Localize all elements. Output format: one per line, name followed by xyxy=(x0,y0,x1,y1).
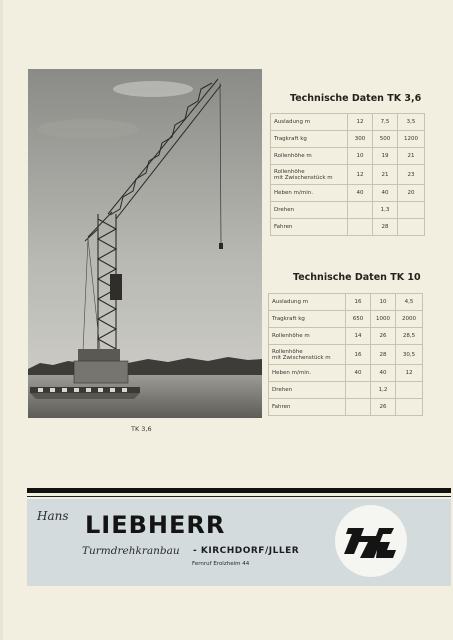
cell-value: 30,5 xyxy=(396,345,423,365)
cell-value: 28 xyxy=(373,219,398,236)
footer-rule-thick xyxy=(27,488,451,493)
row-label: Fahren xyxy=(271,219,348,236)
row-label-line1: Rollenhöhe xyxy=(272,348,303,355)
table-row xyxy=(271,219,425,236)
cell-value: 12 xyxy=(348,114,373,131)
cell-value: 28 xyxy=(371,345,396,365)
row-label: Ausladung m xyxy=(271,114,348,131)
cell-value: 21 xyxy=(398,148,425,165)
row-label-line2: mit Zwischenstück m xyxy=(274,174,333,181)
cell-value xyxy=(346,382,371,399)
cell-value xyxy=(396,382,423,399)
brand-name: LIEBHERR xyxy=(85,511,226,539)
crane-photo xyxy=(28,69,262,418)
row-label: Heben m/min. xyxy=(269,365,346,382)
cell-value xyxy=(398,202,425,219)
table-row xyxy=(271,165,425,185)
cell-value: 40 xyxy=(373,185,398,202)
cell-value: 16 xyxy=(346,294,371,311)
cell-value: 16 xyxy=(346,345,371,365)
cell-value xyxy=(348,202,373,219)
page-edge xyxy=(0,0,3,640)
cell-value xyxy=(346,399,371,416)
table-row xyxy=(271,202,425,219)
cell-value xyxy=(348,219,373,236)
cell-value: 21 xyxy=(373,165,398,185)
row-label: Tragkraft kg xyxy=(271,131,348,148)
cell-value: 1,2 xyxy=(371,382,396,399)
row-label-line1: Rollenhöhe xyxy=(274,168,305,175)
cell-value: 26 xyxy=(371,399,396,416)
cell-value: 2000 xyxy=(396,311,423,328)
table-row xyxy=(269,328,423,345)
cell-value: 28,5 xyxy=(396,328,423,345)
cell-value: 1,3 xyxy=(373,202,398,219)
table-row xyxy=(269,294,423,311)
spec-title-tk36: Technische Daten TK 3,6 xyxy=(290,93,422,104)
row-label: Drehen xyxy=(269,382,346,399)
footer-rule-thin xyxy=(27,496,451,497)
row-label xyxy=(269,345,346,365)
row-label: Rollenhöhe m xyxy=(271,148,348,165)
row-label-line2: mit Zwischenstück m xyxy=(272,354,331,361)
cell-value: 1000 xyxy=(371,311,396,328)
cell-value: 10 xyxy=(371,294,396,311)
row-label: Tragkraft kg xyxy=(269,311,346,328)
table-row xyxy=(269,365,423,382)
cell-value: 12 xyxy=(348,165,373,185)
cell-value: 650 xyxy=(346,311,371,328)
company-location: - KIRCHDORF/JLLER xyxy=(193,546,300,556)
row-label: Ausladung m xyxy=(269,294,346,311)
row-label: Heben m/min. xyxy=(271,185,348,202)
table-row xyxy=(271,185,425,202)
spec-table-tk36 xyxy=(270,113,425,236)
cell-value: 23 xyxy=(398,165,425,185)
liebherr-monogram-logo-icon xyxy=(334,504,408,578)
cell-value: 19 xyxy=(373,148,398,165)
cell-value: 7,5 xyxy=(373,114,398,131)
cell-value xyxy=(398,219,425,236)
cell-value: 500 xyxy=(373,131,398,148)
cell-value xyxy=(396,399,423,416)
cell-value: 3,5 xyxy=(398,114,425,131)
cell-value: 1200 xyxy=(398,131,425,148)
table-row xyxy=(269,345,423,365)
company-banner xyxy=(27,499,451,586)
phone-number: Fernruf Erolzheim 44 xyxy=(192,561,250,567)
cell-value: 40 xyxy=(346,365,371,382)
table-row xyxy=(269,311,423,328)
table-row xyxy=(271,148,425,165)
crane-photo-image xyxy=(28,69,262,418)
photo-caption: TK 3,6 xyxy=(131,425,152,433)
row-label xyxy=(271,165,348,185)
spec-table-tk10 xyxy=(268,293,423,416)
brand-prefix: Hans xyxy=(37,509,69,523)
cell-value: 10 xyxy=(348,148,373,165)
spec-title-tk10: Technische Daten TK 10 xyxy=(293,272,421,283)
table-row xyxy=(269,399,423,416)
row-label: Drehen xyxy=(271,202,348,219)
cell-value: 4,5 xyxy=(396,294,423,311)
row-label: Fahren xyxy=(269,399,346,416)
table-row xyxy=(269,382,423,399)
cell-value: 26 xyxy=(371,328,396,345)
table-row xyxy=(271,114,425,131)
row-label: Rollenhöhe m xyxy=(269,328,346,345)
cell-value: 300 xyxy=(348,131,373,148)
cell-value: 12 xyxy=(396,365,423,382)
cell-value: 20 xyxy=(398,185,425,202)
cell-value: 40 xyxy=(348,185,373,202)
cell-value: 14 xyxy=(346,328,371,345)
cell-value: 40 xyxy=(371,365,396,382)
table-row xyxy=(271,131,425,148)
product-line: Turmdrehkranbau xyxy=(82,545,180,557)
